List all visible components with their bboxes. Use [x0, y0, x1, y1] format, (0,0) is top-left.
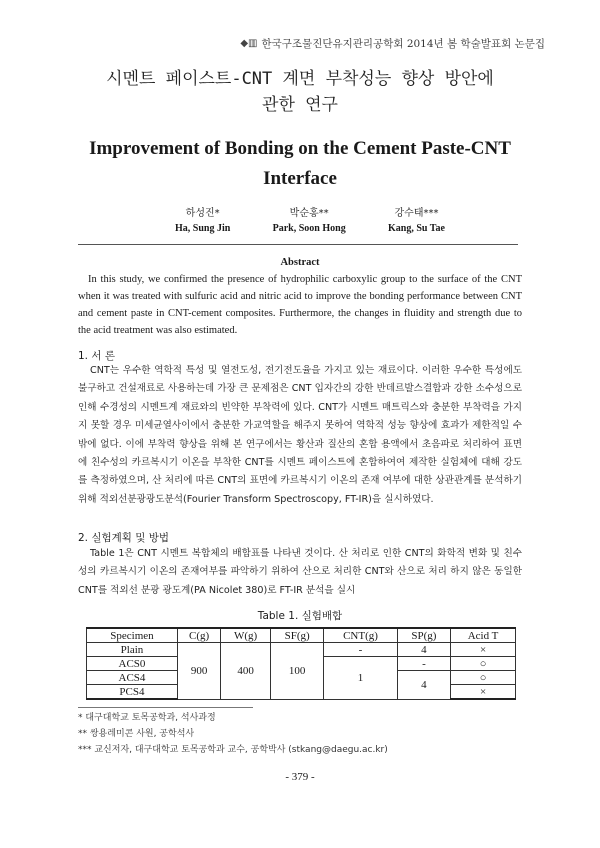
society-logo-icon: ◆▥: [240, 38, 258, 49]
author-3: [388, 204, 445, 234]
footnote-2: ** 쌍용레미콘 사원, 공학석사: [78, 729, 195, 739]
cell-w: 400: [221, 643, 271, 700]
header-specimen: Specimen: [87, 628, 178, 643]
cell-sp: -: [397, 657, 450, 671]
korean-title-line-2: 관한 연구: [262, 95, 338, 115]
cell-sf: 100: [270, 643, 323, 700]
cell-acid: ○: [451, 671, 516, 685]
cell-specimen: Plain: [87, 643, 178, 657]
header-w: W(g): [221, 628, 271, 643]
cell-c: 900: [177, 643, 220, 700]
author-name-en: Kang, Su Tae: [388, 223, 445, 234]
korean-title-line-1: 시멘트 페이스트-CNT 계면 부착성능 향상 방안에: [106, 69, 494, 89]
cell-sp: 4: [397, 643, 450, 657]
cell-specimen: PCS4: [87, 685, 178, 700]
header-sp: SP(g): [397, 628, 450, 643]
footnote-1: * 대구대학교 토목공학과, 석사과정: [78, 713, 216, 723]
korean-title: [0, 66, 600, 118]
cell-cnt: 1: [324, 657, 397, 700]
header-acid: Acid T: [451, 628, 516, 643]
author-list: [175, 204, 445, 234]
table-caption: Table 1. 실험배합: [257, 610, 343, 622]
author-1: [175, 204, 230, 234]
cell-acid: ×: [451, 643, 516, 657]
abstract-heading: Abstract: [280, 257, 320, 268]
footnote-divider: [78, 707, 253, 708]
english-title: [0, 134, 600, 194]
english-title-line-2: Interface: [263, 168, 337, 189]
cell-acid: ○: [451, 657, 516, 671]
section-1-body: CNT는 우수한 역학적 특성 및 열전도성, 전기전도율을 가지고 있는 재료이다. 이러한 우수한 특성에도 불구하고 건설재료로 사용하는데 가장 큰 문제점은 CNT 입자간의 강한 반데르발스결합과 강한 소수성으로 인해 수경성의 시멘트계 재료와의 빈약한 부착력에 있다. CNT가 시멘트 매트릭스와 충분한 부착력을 가지지 못할 경우 미세균열사이에서 충분한 가교역할을 해주지 못하여 역학적 성능 향상에 효과가 제한적일 수 밖에 없다. 이에 부착력 향상을 위해 본 연구에서는 황산과 질산의 혼합 용액에서 초음파로 처리하여 표면에 친수성의 카르복시기 이온을 부착한 CNT를 시멘트 페이스트에 혼합하여여 제작한 실험체에 대해 강도를 측정하였으며, 산 처리에 따른 CNT의 표면에 카르복시기 이온의 존재 여부에 대한 상관관계를 분석하기 위해 적외선분광광도분석(Fourier Transform Spectroscopy, FT-IR)을 실시하였다.: [78, 365, 522, 505]
running-header: [240, 36, 545, 51]
english-title-line-1: Improvement of Bonding on the Cement Paste-CNT: [89, 138, 511, 159]
abstract-divider: [78, 244, 518, 245]
cell-cnt: -: [324, 643, 397, 657]
footnotes: [78, 710, 388, 758]
page-number: - 379 -: [285, 771, 315, 783]
cell-specimen: ACS4: [87, 671, 178, 685]
section-1-heading: 1. 서 론: [78, 350, 115, 362]
table-header-row: [87, 628, 516, 643]
author-name-ko: 하성진*: [185, 208, 220, 219]
header-cnt: CNT(g): [324, 628, 397, 643]
author-name-ko: 강수태***: [394, 208, 439, 219]
mix-proportion-table: [86, 627, 516, 700]
table-row: [87, 643, 516, 657]
author-name-en: Park, Soon Hong: [272, 223, 346, 234]
header-c: C(g): [177, 628, 220, 643]
cell-sp: 4: [397, 671, 450, 700]
section-2-body: Table 1은 CNT 시멘트 복합체의 배합표를 나타낸 것이다. 산 처리로 인한 CNT의 화학적 변화 및 친수성의 카르복시기 이온의 존재여부를 파악하기 위하여 산으로 처리한 CNT와 산으로 처리 하지 않은 동일한 CNT를 적외선 분광 광도계(PA Nicolet 380)로 FT-IR 분석을 실시: [78, 548, 522, 596]
cell-acid: ×: [451, 685, 516, 700]
author-name-ko: 박순홍**: [289, 208, 329, 219]
author-name-en: Ha, Sung Jin: [175, 223, 231, 234]
abstract-body: In this study, we confirmed the presence of hydrophilic carboxylic group to the surface of the CNT when it was treated with sulfuric acid and nitric acid to improve the bonding performance between CNT and cement paste in CNT-cement composites. Furthermore, the changes in fluidity and strength due to the acid treatment was also estimated.: [78, 274, 522, 336]
author-2: [273, 204, 346, 234]
header-text: 한국구조물진단유지관리공학회 2014년 봄 학술발표회 논문집: [261, 38, 545, 50]
section-2-heading: 2. 실험계획 및 방법: [78, 532, 170, 544]
footnote-3: *** 교신저자, 대구대학교 토목공학과 교수, 공학박사 (stkang@daegu.ac.kr): [78, 745, 388, 755]
header-sf: SF(g): [270, 628, 323, 643]
cell-specimen: ACS0: [87, 657, 178, 671]
